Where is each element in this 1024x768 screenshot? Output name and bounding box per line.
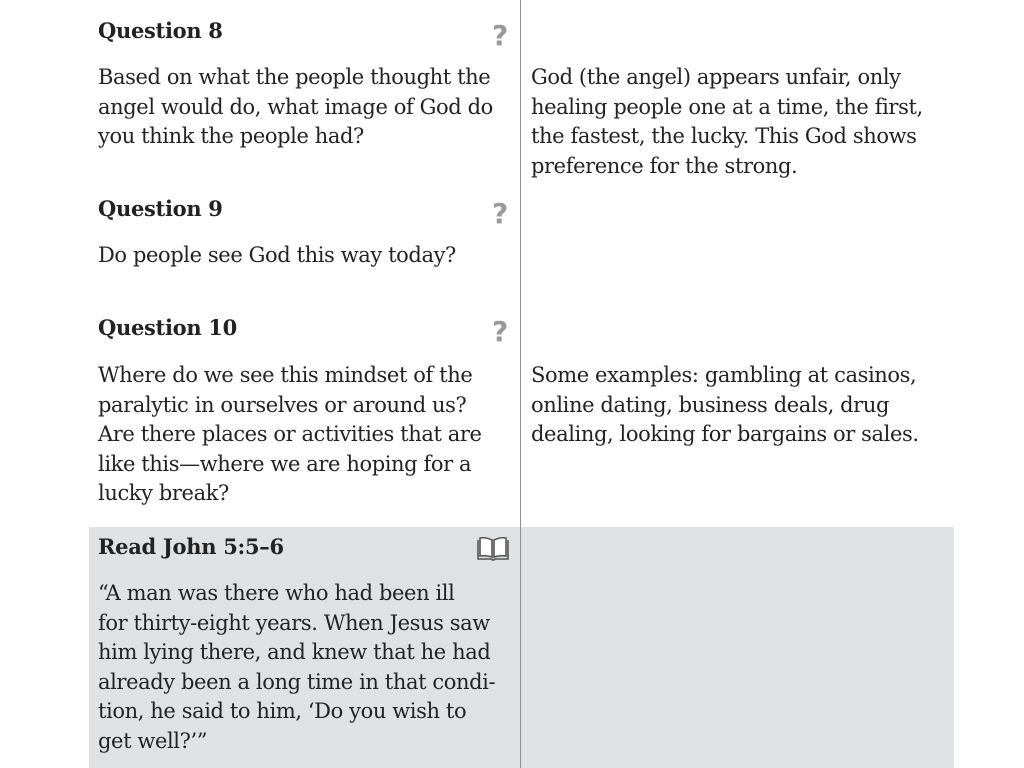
question-mark-icon: ? <box>492 315 509 348</box>
question-8-answer: God (the angel) appears unfair, only healing people one at a time, the first, the fastest, the lucky. This God shows preference for the strong. <box>531 65 923 178</box>
book-icon <box>476 536 510 562</box>
question-8-text: Based on what the people thought the angel would do, what image of God do you think the people had? <box>98 65 493 148</box>
column-divider <box>520 0 521 768</box>
reading-heading: Read John 5:5–6 <box>98 534 284 559</box>
question-9-text: Do people see God this way today? <box>98 243 456 267</box>
question-10-answer: Some examples: gambling at casinos, online dating, business deals, drug dealing, looking for bargains or sales. <box>531 363 919 446</box>
question-mark-icon: ? <box>492 19 509 52</box>
question-8-heading: Question 8 <box>98 18 223 43</box>
question-10-heading: Question 10 <box>98 315 237 340</box>
question-9-heading: Question 9 <box>98 196 223 221</box>
reading-passage: “A man was there who had been ill for thirty-eight years. When Jesus saw him lying there, and knew that he had already been a long time in that condi- tion, he said to him, ‘Do you wish to get well?’” <box>98 581 496 753</box>
question-10-text: Where do we see this mindset of the paralytic in ourselves or around us? Are there places or activities that are like this—where we are hoping for a lucky break? <box>98 363 482 505</box>
question-mark-icon: ? <box>492 197 509 230</box>
